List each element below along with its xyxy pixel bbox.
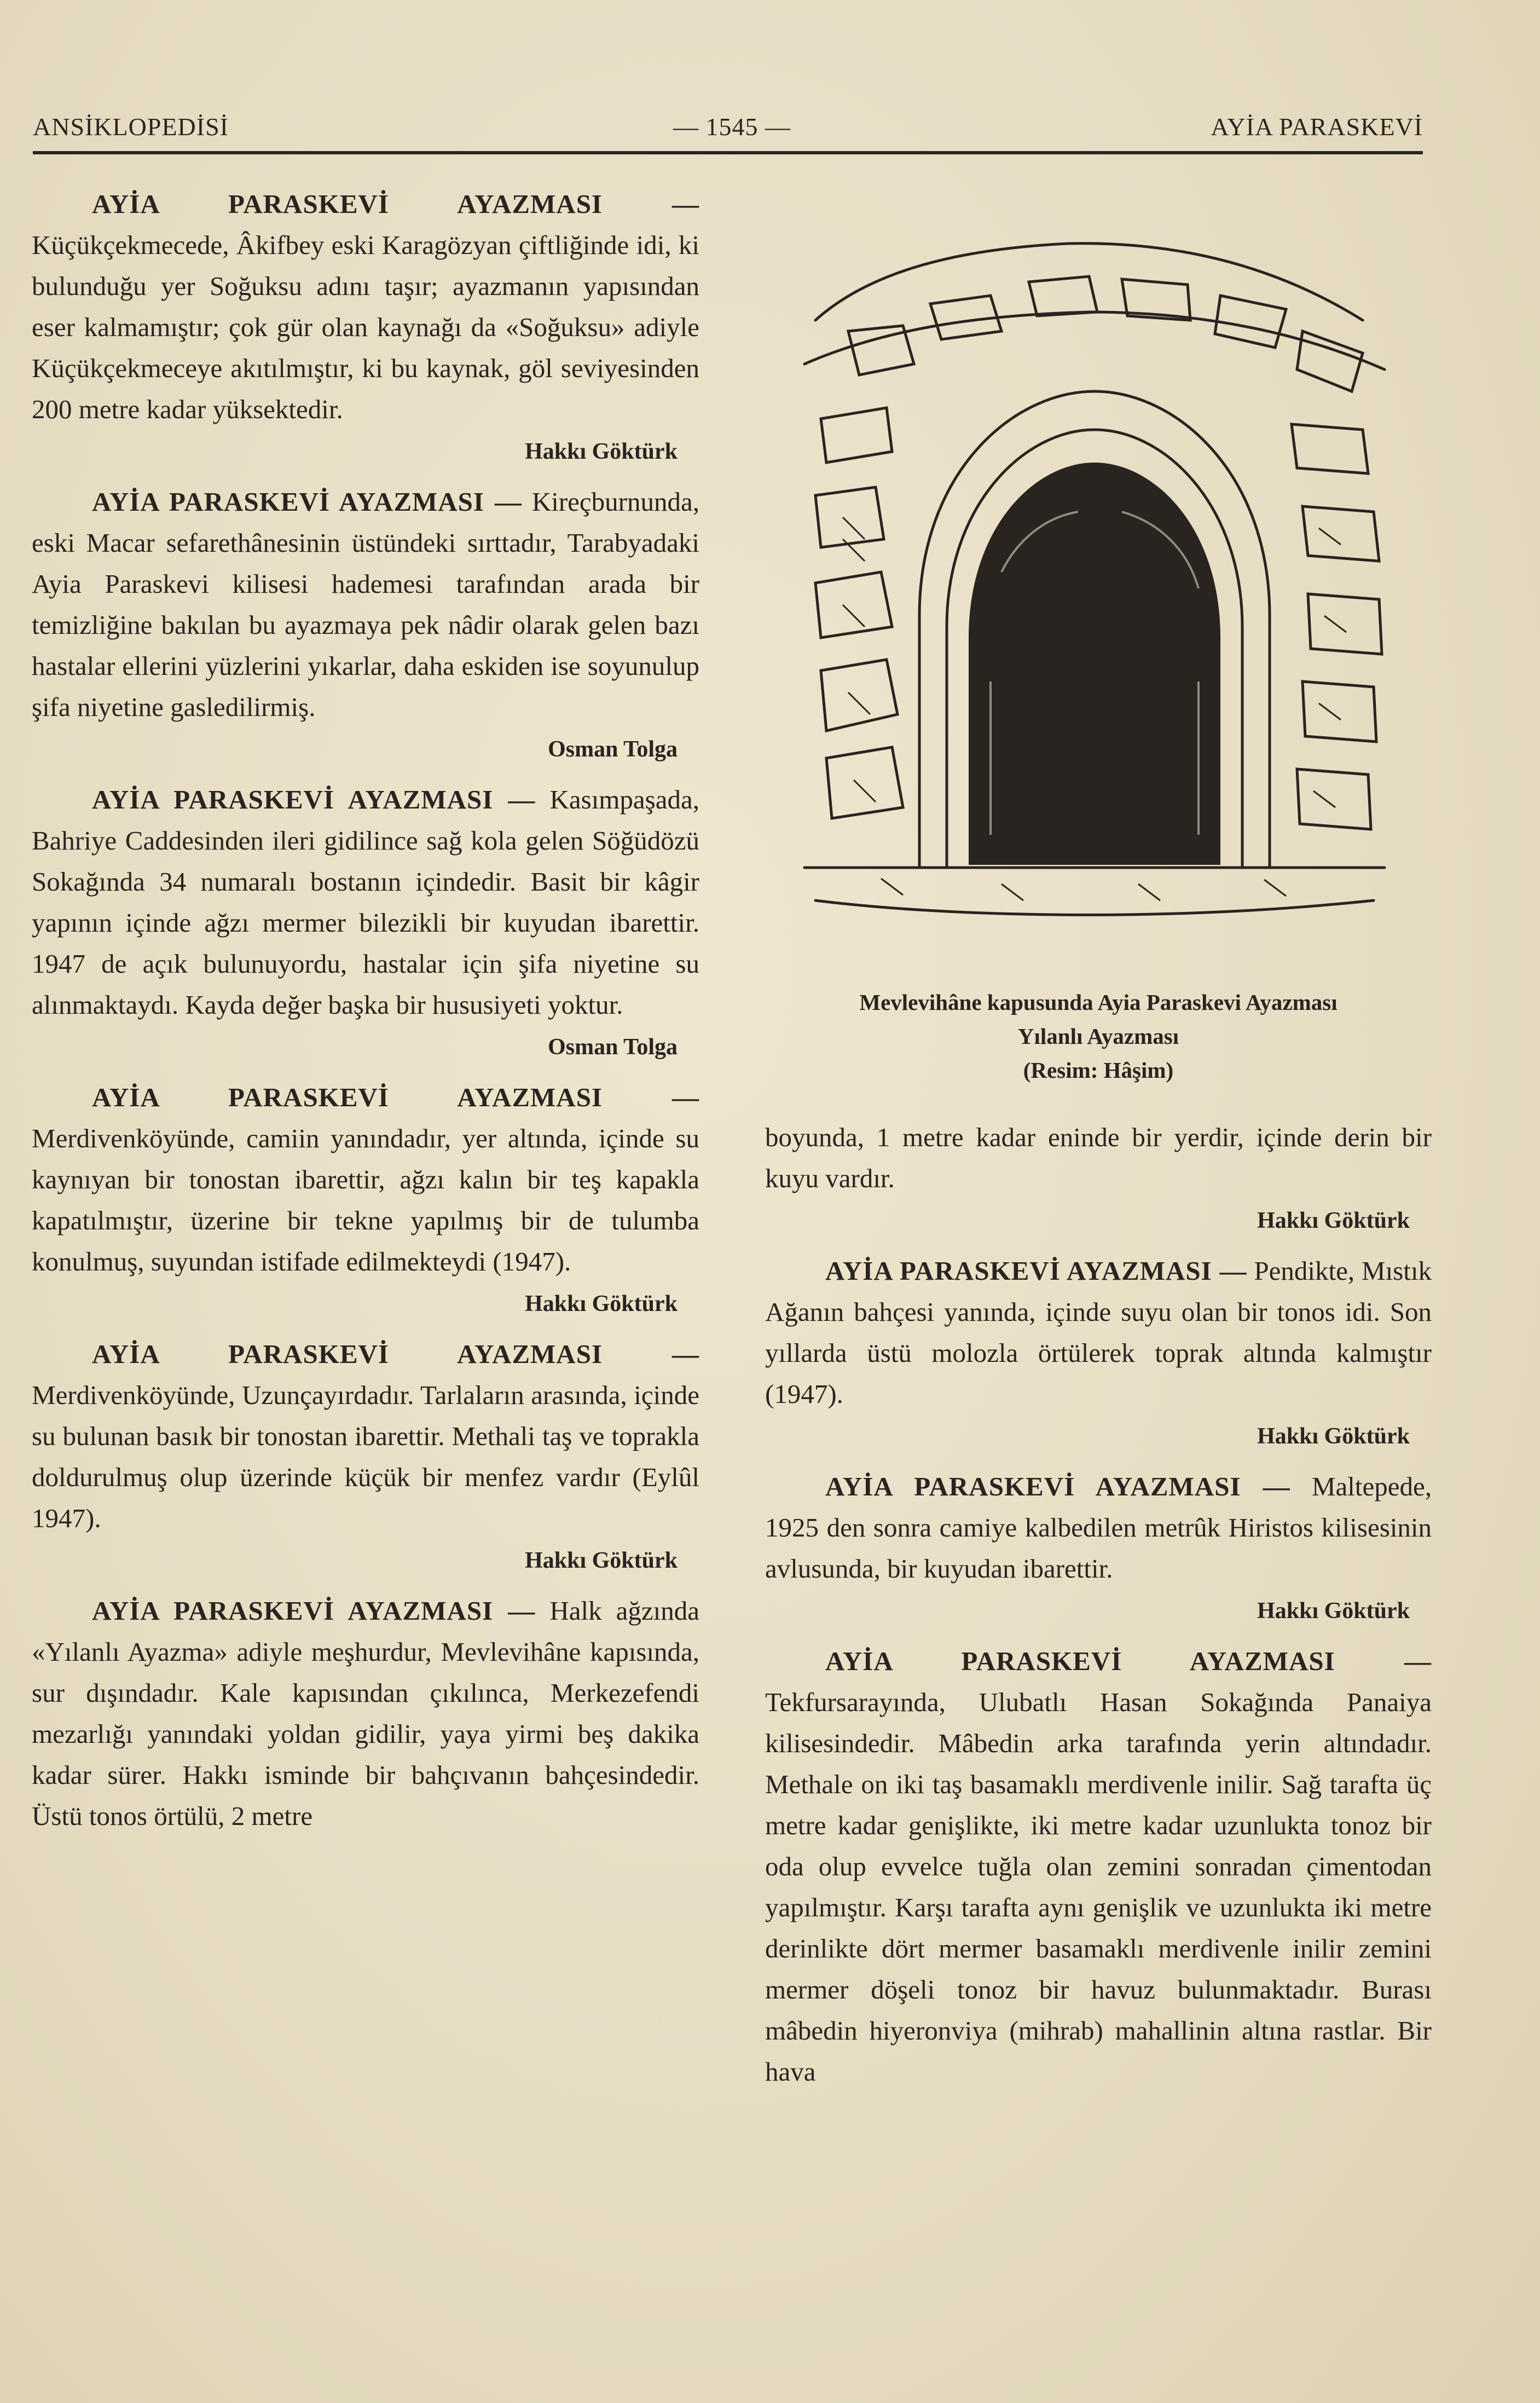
entry-title: AYİA PARASKEVİ AYAZMASI —	[825, 1471, 1290, 1501]
entry-title: AYİA PARASKEVİ AYAZMASI —	[92, 189, 699, 219]
entry-pendik	[765, 1250, 1432, 1454]
entry-text: Merdivenköyünde, Uzunçayırdadır. Tarlaların arasında, içinde su bulunan basık bir tonostan ibarettir. Methali taş ve toprakla doldurulmuş olup üzerinde küçük bir menfez vardır (Eylûl 1947).	[32, 1380, 699, 1533]
entry-text: Pendikte, Mıstık Ağanın bahçesi yanında, içinde suyu olan bir tonos idi. Son yıllarda üstü molozla örtülerek toprak altında kalmıştır (1947).	[765, 1256, 1432, 1409]
entry-text: Tekfursarayında, Ulubatlı Hasan Sokağında Panaiya kilisesindedir. Mâbedin arka tarafında yerin altındadır. Methale on iki taş basamaklı merdivenle inilir. Sağ tarafta üç metre kadar genişlikte, iki metre kadar uzunlukta tonoz bir oda olup evvelce tuğla olan zemini sonradan çimentodan yapılmıştır. Karşı tarafta aynı genişlik ve uzunlukta iki metre derinlikte dört mermer basamaklı merdivenle inilir zemini mermer döşeli tonoz bir havuz bulunmaktadır. Burası mâbedin hiyeronviya (mihrab) mahallinin altına rastlar. Bir hava	[765, 1687, 1432, 2087]
entry-title: AYİA PARASKEVİ AYAZMASI —	[92, 487, 522, 517]
header-publication: ANSİKLOPEDİSİ	[33, 113, 229, 141]
entry-text: Kireçburnunda, eski Macar sefarethânesinin üstündeki sırttadır, Tarabyadaki Ayia Paraskevi kilisesi hademesi tarafından arada bir temizliğine bakılan bu ayazmaya pek nâdir olarak gelen bazı hastalar ellerini yüzlerini yıkarlar, daha eskiden ise soyunulup şifa niyetine gasledilirmiş.	[32, 487, 699, 722]
left-column	[32, 183, 699, 1836]
entry-text: Kasımpaşada, Bahriye Caddesinden ileri gidilince sağ kola gelen Söğüdözü Sokağında 34 numaralı bostanın içindedir. Basit bir kâgir yapının içinde ağzı mermer bilezikli bir kuyudan ibarettir. 1947 de açık bulunuyordu, hastalar için şifa niyetine su alınmaktaydı. Kayda değer başka bir hususiyeti yoktur.	[32, 784, 699, 1020]
entry-maltepe	[765, 1466, 1432, 1628]
entry-author: Hakkı Göktürk	[525, 1291, 678, 1316]
arch-sketch-image	[783, 189, 1406, 972]
entry-title: AYİA PARASKEVİ AYAZMASI —	[92, 784, 536, 815]
figure-caption	[765, 985, 1432, 1087]
entry-author: Hakkı Göktürk	[1257, 1598, 1410, 1624]
entry-text: boyunda, 1 metre kadar eninde bir yerdir, içinde derin bir kuyu vardır.	[765, 1122, 1432, 1193]
header-topic: AYİA PARASKEVİ	[1211, 113, 1423, 141]
entry-text: Maltepede, 1925 den sonra camiye kalbedilen metrûk Hiristos kilisesinin avlusunda, bir kuyudan ibarettir.	[765, 1471, 1432, 1584]
entry-author: Hakkı Göktürk	[525, 439, 678, 464]
entry-title: AYİA PARASKEVİ AYAZMASI —	[92, 1596, 536, 1626]
entry-title: AYİA PARASKEVİ AYAZMASI —	[825, 1256, 1247, 1286]
entry-author: Osman Tolga	[548, 737, 678, 762]
entry-kirecburnu	[32, 481, 699, 767]
entry-author: Hakkı Göktürk	[1257, 1424, 1410, 1449]
entry-kasimpasa	[32, 779, 699, 1065]
entry-yilanli-continued	[765, 1117, 1432, 1238]
page-header	[33, 107, 1423, 156]
entry-text: Küçükçekmecede, Âkifbey eski Karagözyan çiftliğinde idi, ki bulunduğu yer Soğuksu adını taşır; ayazmanın yapısından eser kalmamıştır; çok gür olan kaynağı da «Soğuksu» adiyle Küçükçekmeceye akıtılmıştır, ki bu kaynak, göl seviyesinden 200 metre kadar yüksektedir.	[32, 230, 699, 424]
entry-text: Halk ağzında «Yılanlı Ayazma» adiyle meşhurdur, Mevlevihâne kapısında, sur dışındadır. Kale kapısından çıkılınca, Merkezefendi mezarlığı yanındaki yoldan gidilir, yaya yirmi beş dakika kadar sürer. Hakkı isminde bir bahçıvanın bahçesindedir. Üstü tonos örtülü, 2 metre	[32, 1596, 699, 1831]
entry-yilanli-ayazma	[32, 1590, 699, 1836]
header-page-number: — 1545 —	[673, 113, 791, 141]
caption-line: Mevlevihâne kapusunda Ayia Paraskevi Ayazması	[859, 990, 1338, 1015]
entry-author: Hakkı Göktürk	[1257, 1208, 1410, 1233]
caption-credit: (Resim: Hâşim)	[1023, 1058, 1174, 1083]
entry-merdivenkoy-uzuncayir	[32, 1333, 699, 1578]
entry-title: AYİA PARASKEVİ AYAZMASI —	[92, 1082, 699, 1112]
entry-title: AYİA PARASKEVİ AYAZMASI —	[825, 1646, 1432, 1676]
ayazma-illustration	[766, 189, 1423, 972]
entry-tekfursaray	[765, 1640, 1432, 2092]
entry-kucukcekmece	[32, 183, 699, 469]
right-column	[765, 1117, 1432, 2092]
entry-author: Osman Tolga	[548, 1035, 678, 1060]
header-divider	[33, 151, 1423, 154]
entry-author: Hakkı Göktürk	[525, 1548, 678, 1573]
entry-merdivenkoy-camii	[32, 1077, 699, 1321]
entry-title: AYİA PARASKEVİ AYAZMASI —	[92, 1339, 699, 1369]
entry-text: Merdivenköyünde, camiin yanındadır, yer altında, içinde su kaynıyan bir tonostan ibarettir, ağzı kalın bir teş kapakla kapatılmıştır, üzerine bir tekne yapılmış bir de tulumba konulmuş, suyundan istifade edilmekteydi (1947).	[32, 1123, 699, 1276]
caption-line: Yılanlı Ayazması	[1017, 1024, 1179, 1049]
